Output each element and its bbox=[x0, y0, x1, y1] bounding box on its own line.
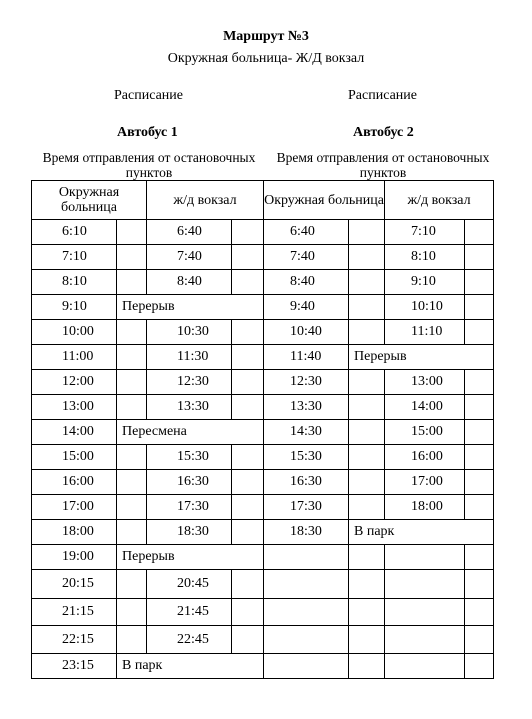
table-row bbox=[32, 626, 494, 654]
bus1-blank-cell bbox=[232, 245, 264, 270]
bus1-blank-cell bbox=[117, 599, 147, 626]
bus2-station-time: 17:00 bbox=[385, 470, 465, 495]
bus2-station-time: 11:10 bbox=[385, 320, 465, 345]
table-row bbox=[32, 495, 494, 520]
bus2-blank-cell bbox=[465, 626, 494, 654]
bus2-blank-cell bbox=[349, 395, 385, 420]
bus2-blank-cell bbox=[349, 245, 385, 270]
bus2-blank-cell bbox=[465, 470, 494, 495]
bus2-hospital-header: Окружная больница bbox=[264, 181, 385, 220]
bus2-departure-caption bbox=[270, 150, 496, 180]
bus2-departure-line1: Время отправления от остановочных bbox=[276, 150, 490, 165]
table-row bbox=[32, 520, 494, 545]
bus2-note: В парк bbox=[349, 520, 494, 545]
bus2-heading: Автобус 2 bbox=[353, 125, 414, 140]
bus1-note: Перерыв bbox=[117, 295, 264, 320]
bus2-hospital-time: 17:30 bbox=[264, 495, 349, 520]
bus1-blank-cell bbox=[117, 270, 147, 295]
bus1-station-time: 18:30 bbox=[147, 520, 232, 545]
bus2-blank-cell bbox=[465, 245, 494, 270]
bus2-blank-cell bbox=[349, 295, 385, 320]
table-row bbox=[32, 345, 494, 370]
bus1-blank-cell bbox=[117, 320, 147, 345]
bus2-hospital-time: 18:30 bbox=[264, 520, 349, 545]
bus1-hospital-time: 7:10 bbox=[32, 245, 117, 270]
bus1-blank-cell bbox=[232, 599, 264, 626]
bus1-hospital-time: 6:10 bbox=[32, 220, 117, 245]
bus1-station-time: 22:45 bbox=[147, 626, 232, 654]
bus1-blank-cell bbox=[232, 320, 264, 345]
bus2-blank-cell bbox=[465, 545, 494, 570]
bus2-blank-cell bbox=[349, 370, 385, 395]
bus2-hospital-time bbox=[264, 626, 349, 654]
bus2-station-time: 9:10 bbox=[385, 270, 465, 295]
bus2-blank-cell bbox=[349, 445, 385, 470]
bus2-blank-cell bbox=[349, 545, 385, 570]
bus1-blank-cell bbox=[232, 445, 264, 470]
route-title: Маршрут №3 bbox=[223, 29, 309, 44]
bus2-blank-cell bbox=[349, 470, 385, 495]
bus1-blank-cell bbox=[232, 370, 264, 395]
bus2-blank-cell bbox=[465, 270, 494, 295]
bus2-hospital-time: 8:40 bbox=[264, 270, 349, 295]
bus2-hospital-time: 7:40 bbox=[264, 245, 349, 270]
bus2-blank-cell bbox=[349, 570, 385, 599]
bus2-blank-cell bbox=[349, 320, 385, 345]
bus1-station-time: 10:30 bbox=[147, 320, 232, 345]
bus2-hospital-time: 11:40 bbox=[264, 345, 349, 370]
bus1-departure-line1: Время отправления от остановочных bbox=[42, 150, 256, 165]
bus2-blank-cell bbox=[349, 495, 385, 520]
table-row bbox=[32, 270, 494, 295]
table-row bbox=[32, 599, 494, 626]
bus1-hospital-time: 20:15 bbox=[32, 570, 117, 599]
bus1-departure-caption bbox=[36, 150, 262, 180]
bus1-blank-cell bbox=[117, 445, 147, 470]
bus2-hospital-time: 10:40 bbox=[264, 320, 349, 345]
bus1-hospital-time: 8:10 bbox=[32, 270, 117, 295]
table-row bbox=[32, 654, 494, 679]
bus1-station-time: 7:40 bbox=[147, 245, 232, 270]
bus1-station-time: 8:40 bbox=[147, 270, 232, 295]
bus2-station-time: 18:00 bbox=[385, 495, 465, 520]
bus1-station-time: 21:45 bbox=[147, 599, 232, 626]
bus2-station-time bbox=[385, 545, 465, 570]
table-row bbox=[32, 245, 494, 270]
bus2-blank-cell bbox=[349, 654, 385, 679]
bus2-hospital-time: 15:30 bbox=[264, 445, 349, 470]
bus1-heading: Автобус 1 bbox=[117, 125, 178, 140]
bus2-blank-cell bbox=[349, 420, 385, 445]
bus1-blank-cell bbox=[232, 570, 264, 599]
bus1-hospital-time: 21:15 bbox=[32, 599, 117, 626]
bus2-station-time bbox=[385, 570, 465, 599]
bus1-blank-cell bbox=[117, 245, 147, 270]
schedule-table bbox=[31, 180, 494, 679]
bus2-blank-cell bbox=[465, 320, 494, 345]
bus1-hospital-time: 17:00 bbox=[32, 495, 117, 520]
bus2-hospital-time: 12:30 bbox=[264, 370, 349, 395]
table-row bbox=[32, 470, 494, 495]
bus1-note: Пересмена bbox=[117, 420, 264, 445]
bus2-hospital-time: 9:40 bbox=[264, 295, 349, 320]
bus1-hospital-time: 19:00 bbox=[32, 545, 117, 570]
bus2-departure-line2: пунктов bbox=[359, 165, 407, 180]
bus1-blank-cell bbox=[117, 570, 147, 599]
table-row bbox=[32, 420, 494, 445]
table-row bbox=[32, 370, 494, 395]
route-subtitle: Окружная больница- Ж/Д вокзал bbox=[167, 51, 365, 66]
table-row bbox=[32, 320, 494, 345]
table-row bbox=[32, 295, 494, 320]
bus1-blank-cell bbox=[232, 495, 264, 520]
bus2-hospital-time bbox=[264, 570, 349, 599]
bus2-blank-cell bbox=[349, 599, 385, 626]
bus2-station-header: ж/д вокзал bbox=[385, 181, 494, 220]
bus2-blank-cell bbox=[465, 420, 494, 445]
bus1-hospital-time: 16:00 bbox=[32, 470, 117, 495]
bus1-station-time: 15:30 bbox=[147, 445, 232, 470]
bus1-departure-line2: пунктов bbox=[125, 165, 173, 180]
bus1-hospital-time: 14:00 bbox=[32, 420, 117, 445]
bus2-blank-cell bbox=[465, 570, 494, 599]
bus1-hospital-time: 9:10 bbox=[32, 295, 117, 320]
table-header-row bbox=[32, 181, 494, 220]
bus1-blank-cell bbox=[232, 470, 264, 495]
bus1-hospital-time: 10:00 bbox=[32, 320, 117, 345]
table-row bbox=[32, 395, 494, 420]
table-row bbox=[32, 220, 494, 245]
bus1-blank-cell bbox=[117, 470, 147, 495]
bus2-blank-cell bbox=[465, 654, 494, 679]
bus1-blank-cell bbox=[117, 345, 147, 370]
bus2-station-time: 15:00 bbox=[385, 420, 465, 445]
bus1-blank-cell bbox=[117, 520, 147, 545]
bus2-blank-cell bbox=[465, 220, 494, 245]
bus2-station-time: 7:10 bbox=[385, 220, 465, 245]
bus2-blank-cell bbox=[349, 626, 385, 654]
bus2-station-time: 16:00 bbox=[385, 445, 465, 470]
bus1-blank-cell bbox=[232, 345, 264, 370]
bus2-note: Перерыв bbox=[349, 345, 494, 370]
bus2-blank-cell bbox=[465, 495, 494, 520]
bus2-station-time bbox=[385, 626, 465, 654]
bus1-hospital-header: Окружная больница bbox=[32, 181, 147, 220]
bus2-hospital-time bbox=[264, 599, 349, 626]
bus2-blank-cell bbox=[349, 220, 385, 245]
bus1-hospital-time: 11:00 bbox=[32, 345, 117, 370]
bus1-station-time: 12:30 bbox=[147, 370, 232, 395]
bus1-blank-cell bbox=[117, 220, 147, 245]
bus1-station-time: 16:30 bbox=[147, 470, 232, 495]
bus1-blank-cell bbox=[117, 370, 147, 395]
bus1-station-time: 6:40 bbox=[147, 220, 232, 245]
bus1-station-time: 20:45 bbox=[147, 570, 232, 599]
bus1-hospital-time: 12:00 bbox=[32, 370, 117, 395]
bus1-blank-cell bbox=[117, 626, 147, 654]
bus1-station-header: ж/д вокзал bbox=[147, 181, 264, 220]
bus1-station-time: 17:30 bbox=[147, 495, 232, 520]
bus2-schedule-label: Расписание bbox=[348, 88, 417, 103]
bus2-blank-cell bbox=[465, 395, 494, 420]
bus2-blank-cell bbox=[465, 445, 494, 470]
bus1-blank-cell bbox=[232, 270, 264, 295]
bus2-hospital-time: 14:30 bbox=[264, 420, 349, 445]
bus1-station-time: 13:30 bbox=[147, 395, 232, 420]
bus1-note: В парк bbox=[117, 654, 264, 679]
bus1-hospital-time: 22:15 bbox=[32, 626, 117, 654]
bus2-blank-cell bbox=[465, 370, 494, 395]
bus1-blank-cell bbox=[117, 395, 147, 420]
bus1-schedule-label: Расписание bbox=[114, 88, 183, 103]
bus2-blank-cell bbox=[465, 599, 494, 626]
bus2-station-time bbox=[385, 654, 465, 679]
bus1-blank-cell bbox=[117, 495, 147, 520]
bus2-hospital-time: 6:40 bbox=[264, 220, 349, 245]
bus1-hospital-time: 23:15 bbox=[32, 654, 117, 679]
bus2-hospital-time: 13:30 bbox=[264, 395, 349, 420]
bus1-hospital-time: 13:00 bbox=[32, 395, 117, 420]
bus1-hospital-time: 18:00 bbox=[32, 520, 117, 545]
table-row bbox=[32, 545, 494, 570]
table-row bbox=[32, 570, 494, 599]
table-row bbox=[32, 445, 494, 470]
bus1-station-time: 11:30 bbox=[147, 345, 232, 370]
bus2-hospital-time: 16:30 bbox=[264, 470, 349, 495]
bus2-station-time: 13:00 bbox=[385, 370, 465, 395]
bus1-blank-cell bbox=[232, 220, 264, 245]
bus2-station-time: 10:10 bbox=[385, 295, 465, 320]
bus2-blank-cell bbox=[349, 270, 385, 295]
bus2-hospital-time bbox=[264, 654, 349, 679]
bus1-blank-cell bbox=[232, 395, 264, 420]
bus1-blank-cell bbox=[232, 626, 264, 654]
bus2-blank-cell bbox=[465, 295, 494, 320]
bus2-station-time: 8:10 bbox=[385, 245, 465, 270]
bus1-note: Перерыв bbox=[117, 545, 264, 570]
bus1-hospital-time: 15:00 bbox=[32, 445, 117, 470]
bus2-station-time bbox=[385, 599, 465, 626]
bus1-blank-cell bbox=[232, 520, 264, 545]
bus2-hospital-time bbox=[264, 545, 349, 570]
bus2-station-time: 14:00 bbox=[385, 395, 465, 420]
